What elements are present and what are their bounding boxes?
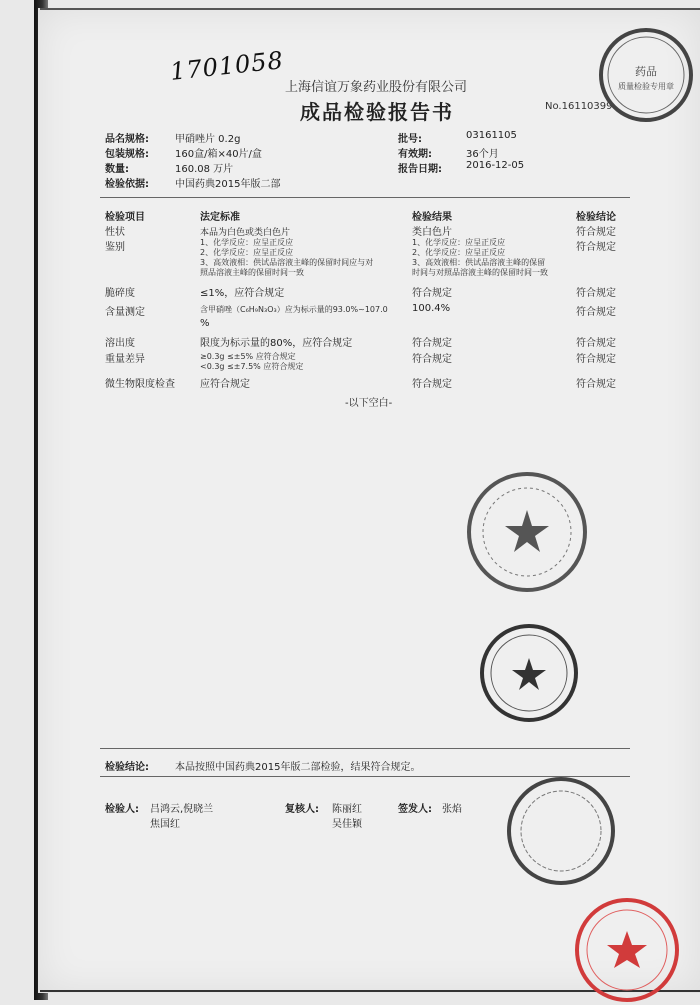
row-assay-standard-1: 含甲硝唑（C₆H₉N₃O₃）应为标示量的93.0%~107.0 — [200, 305, 388, 314]
row-traits-result: 类白色片 — [412, 227, 452, 238]
reviewer-label: 复核人: — [285, 804, 319, 815]
row-dissolution-standard: 限度为标示量的80%，应符合规定 — [200, 338, 353, 349]
company-name: 上海信谊万象药业股份有限公司 — [285, 80, 468, 95]
row-assay-result: 100.4% — [412, 303, 451, 314]
row-traits-conclusion: 符合规定 — [576, 227, 616, 238]
basis-label: 检验依据: — [105, 179, 149, 190]
row-ident-standard-4: 照品溶液主峰的保留时间一致 — [200, 268, 304, 277]
header-standard: 法定标准 — [200, 212, 240, 223]
basis-value: 中国药典2015年版二部 — [175, 179, 281, 190]
inspector-label: 检验人: — [105, 804, 139, 815]
quality-inspection-seal — [596, 25, 696, 125]
row-dissolution-item: 溶出度 — [105, 338, 135, 349]
svg-text:药品: 药品 — [635, 65, 657, 78]
row-ident-result-3: 3、高效液相：供试品溶液主峰的保留 — [412, 258, 546, 267]
row-ident-conclusion: 符合规定 — [576, 242, 616, 253]
batch-label: 批号: — [398, 134, 422, 145]
quantity-label: 数量: — [105, 164, 129, 175]
row-ident-result-4: 时间与对照品溶液主峰的保留时间一致 — [412, 268, 548, 277]
red-seal — [572, 895, 682, 1005]
row-friability-standard: ≤1%，应符合规定 — [200, 288, 285, 299]
svg-text:质量检验专用章: 质量检验专用章 — [618, 82, 674, 91]
report-date-value: 2016-12-05 — [466, 160, 525, 171]
conclusion-divider — [100, 748, 630, 749]
row-dissolution-result: 符合规定 — [412, 338, 452, 349]
inspector-names-2: 焦国红 — [150, 819, 180, 830]
expiry-label: 有效期: — [398, 149, 432, 160]
page-title: 成品检验报告书 — [300, 100, 454, 124]
row-weight-result: 符合规定 — [412, 354, 452, 365]
expiry-value: 36个月 — [466, 149, 499, 160]
conclusion-label: 检验结论: — [105, 762, 149, 773]
reviewer-name-2: 吴佳颖 — [332, 819, 362, 830]
qc-seal — [478, 622, 580, 724]
row-assay-standard-2: % — [200, 318, 210, 329]
issuer-label: 签发人: — [398, 804, 432, 815]
company-seal — [465, 470, 590, 595]
row-micro-item: 微生物限度检查 — [105, 379, 175, 390]
bottom-gray-seal-graphic — [505, 775, 617, 887]
report-number: No.16110399 — [545, 101, 613, 112]
row-ident-result-1: 1、化学反应：应呈正反应 — [412, 238, 506, 247]
info-divider — [100, 197, 630, 198]
row-ident-standard-2: 2、化学反应：应呈正反应 — [200, 248, 294, 257]
reviewer-name-1: 陈丽红 — [332, 804, 362, 815]
row-micro-standard: 应符合规定 — [200, 379, 250, 390]
row-weight-conclusion: 符合规定 — [576, 354, 616, 365]
package-label: 包装规格: — [105, 149, 149, 160]
row-weight-item: 重量差异 — [105, 354, 145, 365]
row-friability-item: 脆碎度 — [105, 288, 135, 299]
product-value: 甲硝唑片 0.2g — [175, 134, 241, 145]
header-conclusion: 检验结论 — [576, 212, 616, 223]
row-weight-standard-1: ≥0.3g ≤±5% 应符合规定 — [200, 352, 296, 361]
row-weight-standard-2: <0.3g ≤±7.5% 应符合规定 — [200, 362, 304, 371]
product-label: 品名规格: — [105, 134, 149, 145]
row-friability-conclusion: 符合规定 — [576, 288, 616, 299]
company-seal-graphic — [465, 470, 590, 595]
inspector-names-1: 吕鸿云,倪晓兰 — [150, 804, 214, 815]
quality-seal-graphic — [596, 25, 696, 125]
header-item: 检验项目 — [105, 212, 145, 223]
row-traits-standard: 本品为白色或类白色片 — [200, 228, 291, 238]
row-assay-item: 含量测定 — [105, 307, 145, 318]
row-ident-result-2: 2、化学反应：应呈正反应 — [412, 248, 506, 257]
row-assay-conclusion: 符合规定 — [576, 307, 616, 318]
row-micro-result: 符合规定 — [412, 379, 452, 390]
qc-seal-graphic — [478, 622, 580, 724]
row-friability-result: 符合规定 — [412, 288, 452, 299]
bottom-gray-seal — [505, 775, 617, 887]
handwritten-code: 1701058 — [168, 46, 286, 86]
package-value: 160盒/箱×40片/盒 — [175, 149, 262, 160]
conclusion-text: 本品按照中国药典2015年版二部检验，结果符合规定。 — [175, 762, 421, 773]
row-ident-standard-1: 1、化学反应：应呈正反应 — [200, 238, 294, 247]
row-traits-item: 性状 — [105, 227, 125, 238]
report-date-label: 报告日期: — [398, 164, 442, 175]
top-edge-rule — [40, 8, 700, 10]
header-result: 检验结果 — [412, 212, 452, 223]
row-dissolution-conclusion: 符合规定 — [576, 338, 616, 349]
row-ident-standard-3: 3、高效液相：供试品溶液主峰的保留时间应与对 — [200, 258, 374, 267]
row-micro-conclusion: 符合规定 — [576, 379, 616, 390]
quantity-value: 160.08 万片 — [175, 164, 234, 175]
red-seal-graphic — [572, 895, 682, 1005]
issuer-name: 张焰 — [442, 804, 462, 815]
batch-value: 03161105 — [466, 130, 517, 141]
blank-note: -以下空白- — [345, 398, 393, 409]
row-ident-item: 鉴别 — [105, 242, 125, 253]
